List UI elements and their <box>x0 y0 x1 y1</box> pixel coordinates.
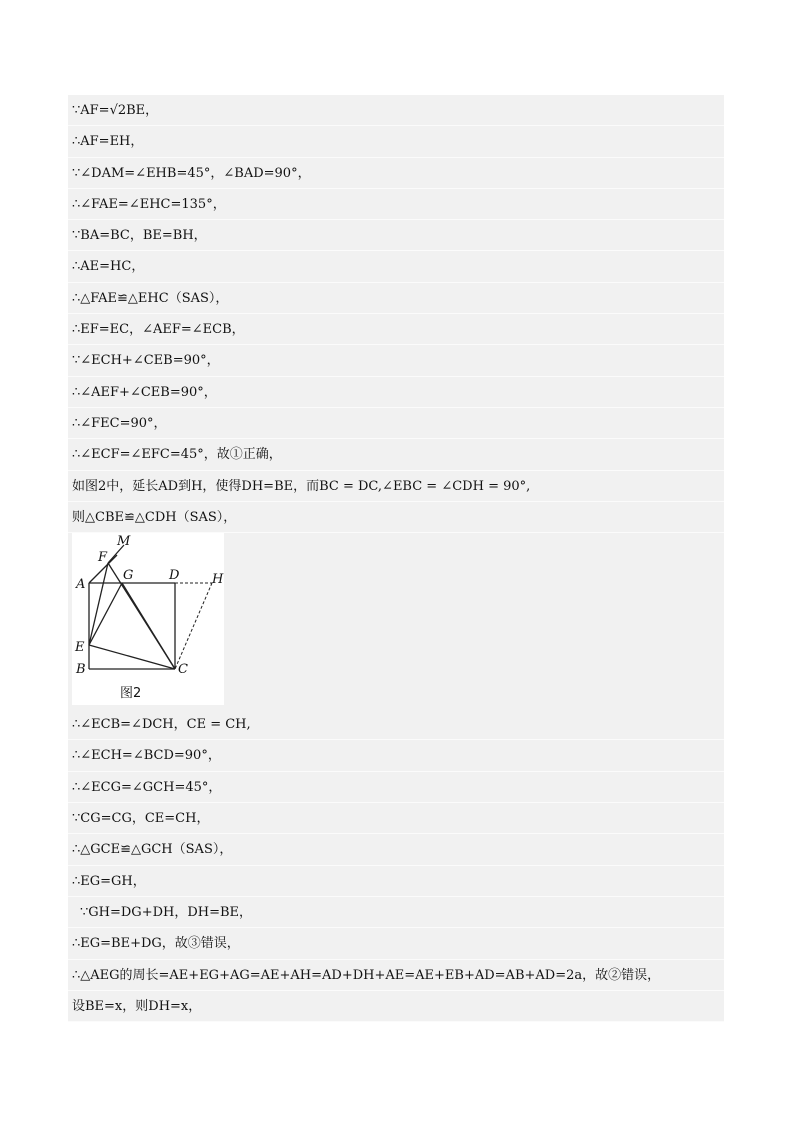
text-line: ∴∠FAE=∠EHC=135°， <box>68 189 724 220</box>
text-line: ∵∠DAM=∠EHB=45°，∠BAD=90°， <box>68 158 724 189</box>
text-line: ∵BA=BC，BE=BH， <box>68 220 724 251</box>
label-E: E <box>75 640 85 656</box>
segment-HC <box>175 583 212 669</box>
text-line: ∴EG=GH， <box>68 866 724 897</box>
text-line: ∴∠ECF=∠EFC=45°，故①正确， <box>68 439 724 470</box>
label-M: M <box>117 534 131 550</box>
text-line: ∴∠ECH=∠BCD=90°， <box>68 740 724 771</box>
text-line: ∴EG=BE+DG，故③错误， <box>68 928 724 959</box>
segment-EG <box>89 583 122 645</box>
text-line: ∴AE=HC， <box>68 251 724 282</box>
text-line: ∴∠AEF+∠CEB=90°， <box>68 377 724 408</box>
geometry-figure <box>72 533 224 705</box>
text-line: ∴∠ECG=∠GCH=45°， <box>68 772 724 803</box>
segment-EF <box>89 563 108 645</box>
text-line: 则△CBE≌△CDH（SAS）， <box>68 502 724 533</box>
label-A: A <box>76 577 86 593</box>
label-H: H <box>212 572 224 588</box>
text-line: ∴∠ECB=∠DCH，CE = CH, <box>68 709 724 740</box>
text-line: ∴△AEG的周长=AE+EG+AG=AE+AH=AD+DH+AE=AE+EB+AD=AB+AD=2a，故②错误， <box>68 960 724 991</box>
text-line: ∵GH=DG+DH，DH=BE， <box>68 897 724 928</box>
label-G: G <box>123 568 134 584</box>
figure-row <box>68 533 724 709</box>
label-B: B <box>76 662 86 678</box>
text-line: 如图2中，延长AD到H，使得DH=BE，而BC = DC,∠EBC = ∠CDH = 90°, <box>68 471 724 502</box>
text-line: ∵CG=CG，CE=CH， <box>68 803 724 834</box>
text-line: ∴∠FEC=90°， <box>68 408 724 439</box>
text-line: ∵∠ECH+∠CEB=90°， <box>68 345 724 376</box>
geometry-diagram <box>72 533 224 705</box>
figure-caption: 图2 <box>120 686 142 702</box>
text-line: ∵AF=√2BE， <box>68 95 724 126</box>
text-line: ∴△FAE≌△EHC（SAS）， <box>68 283 724 314</box>
text-line: ∴EF=EC，∠AEF=∠ECB， <box>68 314 724 345</box>
text-line: ∴△GCE≌△GCH（SAS）， <box>68 834 724 865</box>
text-line: ∴AF=EH， <box>68 126 724 157</box>
text-line: 设BE=x，则DH=x， <box>68 991 724 1022</box>
solution-block-top <box>68 95 724 1022</box>
label-F: F <box>98 550 108 566</box>
label-C: C <box>178 662 188 678</box>
label-D: D <box>169 568 180 584</box>
